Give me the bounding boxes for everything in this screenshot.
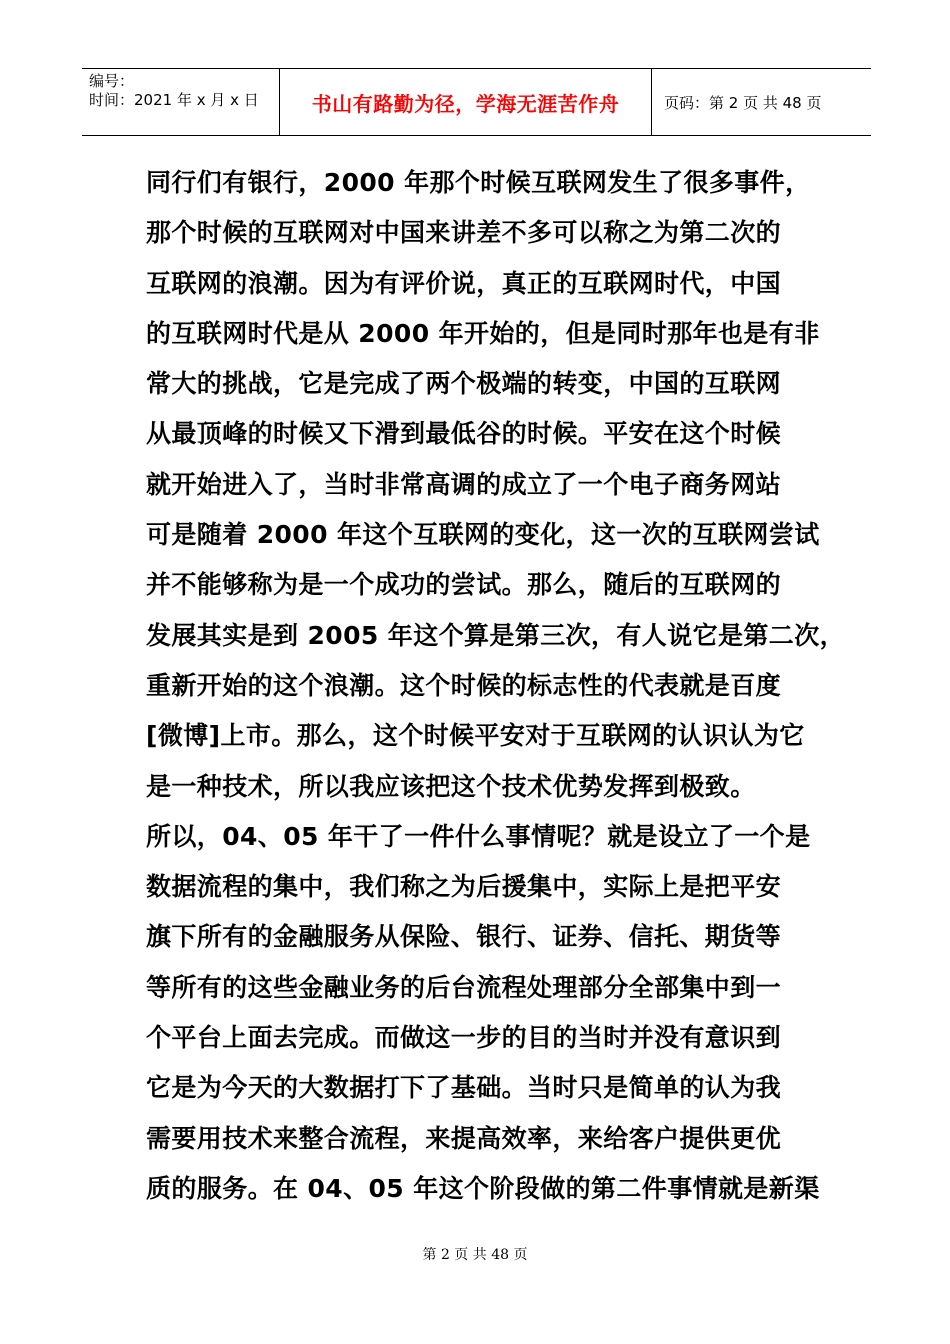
body-line: 个平台上面去完成。而做这一步的目的当时并没有意识到 <box>146 1023 782 1053</box>
body-line: 是一种技术，所以我应该把这个技术优势发挥到极致。 <box>146 771 756 801</box>
body-line: 就开始进入了，当时非常高调的成立了一个电子商务网站 <box>146 469 782 499</box>
page-footer: 第 2 页 共 48 页 <box>422 1247 528 1263</box>
body-line: 质的服务。在 04、05 年这个阶段做的第二件事情就是新渠 <box>146 1173 820 1203</box>
body-line: 重新开始的这个浪潮。这个时候的标志性的代表就是百度 <box>146 670 782 700</box>
header-page-info: 页码：第 2 页 共 48 页 <box>664 93 822 112</box>
body-line: 所以，04、05 年干了一件什么事情呢？就是设立了一个是 <box>146 821 811 851</box>
header-meta <box>82 69 280 135</box>
number-label: 编号： <box>89 72 135 90</box>
body-line: 的互联网时代是从 2000 年开始的，但是同时那年也是有非 <box>146 318 820 348</box>
body-line: 互联网的浪潮。因为有评价说，真正的互联网时代，中国 <box>146 268 782 298</box>
body-line: 它是为今天的大数据打下了基础。当时只是简单的认为我 <box>146 1073 782 1103</box>
body-line: [微博]上市。那么，这个时候平安对于互联网的认识认为它 <box>146 721 805 751</box>
body-line: 并不能够称为是一个成功的尝试。那么，随后的互联网的 <box>146 570 782 600</box>
body-line: 等所有的这些金融业务的后台流程处理部分全部集中到一 <box>146 972 782 1002</box>
body-line: 可是随着 2000 年这个互联网的变化，这一次的互联网尝试 <box>146 520 820 550</box>
body-line: 旗下所有的金融服务从保险、银行、证券、信托、期货等 <box>146 922 782 952</box>
body-line: 同行们有银行，2000 年那个时候互联网发生了很多事件， <box>146 168 811 197</box>
body-line: 常大的挑战，它是完成了两个极端的转变，中国的互联网 <box>146 369 782 399</box>
body-line: 从最顶峰的时候又下滑到最低谷的时候。平安在这个时候 <box>146 419 782 449</box>
body-line: 需要用技术来整合流程，来提高效率，来给客户提供更优 <box>146 1123 782 1153</box>
body-line: 数据流程的集中，我们称之为后援集中，实际上是把平安 <box>146 872 782 902</box>
page-header <box>82 68 871 136</box>
time-label: 时间：2021 年 x 月 x 日 <box>89 91 259 109</box>
body-line: 发展其实是到 2005 年这个算是第三次，有人说它是第二次， <box>146 620 845 650</box>
header-motto: 书山有路勤为径，学海无涯苦作舟 <box>280 69 652 135</box>
body-text <box>146 158 845 1214</box>
body-line: 那个时候的互联网对中国来讲差不多可以称之为第二次的 <box>146 218 782 248</box>
